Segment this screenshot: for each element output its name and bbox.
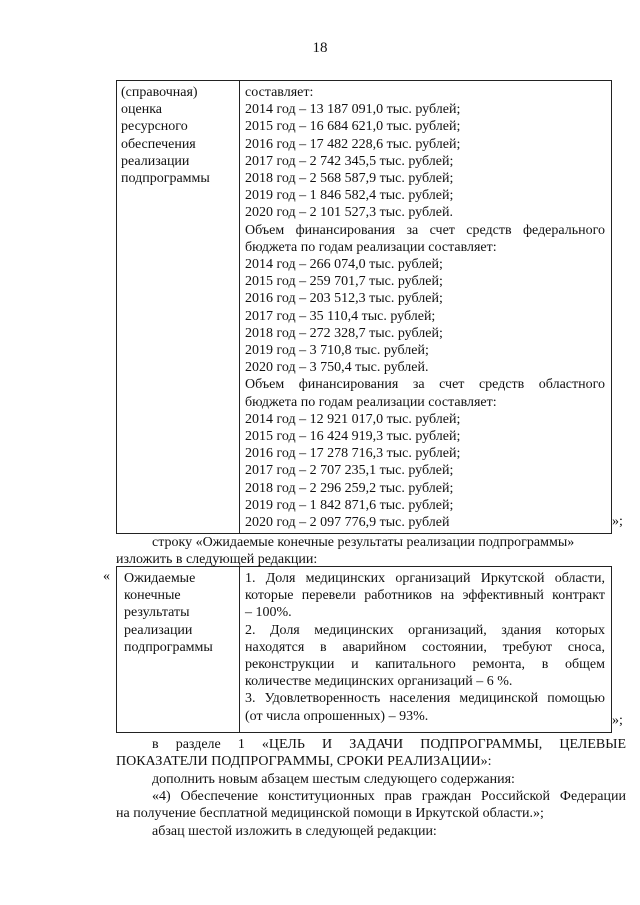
value-line: находятся в аварийном состоянии, требуют сноса, — [245, 639, 605, 655]
label-line: обеспечения — [121, 136, 196, 152]
value-line: бюджета по годам реализации составляет: — [245, 239, 497, 255]
results-table-values — [245, 570, 605, 725]
resource-table-label-cell — [117, 81, 240, 533]
value-line: 2017 год – 35 110,4 тыс. рублей; — [245, 308, 436, 324]
paragraph-line: изложить в следующей редакции: — [116, 552, 318, 567]
paragraph-line: абзац шестой изложить в следующей редакции: — [152, 824, 437, 839]
value-line: 1. Доля медицинских организаций Иркутской области, — [245, 571, 605, 586]
label-line: ресурсного — [121, 119, 188, 135]
value-line: 2018 год – 272 328,7 тыс. рублей; — [245, 325, 443, 341]
value-line: 2019 год – 1 846 582,4 тыс. рублей; — [245, 188, 454, 204]
label-line: Ожидаемые — [124, 571, 196, 586]
value-line: 2019 год – 3 710,8 тыс. рублей; — [245, 343, 429, 359]
resource-table — [116, 80, 612, 534]
paragraph-line: на получение бесплатной медицинской помощи в Иркутской области.»; — [116, 806, 544, 821]
value-line: – 100%. — [245, 605, 292, 621]
table1-closing-quote: »; — [612, 514, 623, 529]
value-line: бюджета по годам реализации составляет: — [245, 394, 497, 410]
page-number: 18 — [312, 40, 328, 56]
paragraph-line: в разделе 1 «ЦЕЛЬ И ЗАДАЧИ ПОДПРОГРАММЫ, ЦЕЛЕВЫЕ — [152, 737, 626, 752]
value-line: количестве медицинских организаций – 6 %. — [245, 674, 513, 690]
value-line: Объем финансирования за счет средств федерального — [245, 222, 605, 238]
paragraph-line: «4) Обеспечение конституционных прав граждан Российской Федерации — [152, 789, 626, 804]
label-line: подпрограммы — [124, 639, 213, 655]
value-line: 2016 год – 17 482 228,6 тыс. рублей; — [245, 136, 461, 152]
results-table-value-cell — [240, 567, 611, 732]
label-line: оценка — [121, 102, 163, 118]
value-line: которые перевели работников на эффективный контракт — [245, 588, 605, 604]
results-table-label — [124, 570, 213, 656]
value-line: 3. Удовлетворенность населения медицинской помощью — [245, 691, 605, 707]
value-line: 2014 год – 12 921 017,0 тыс. рублей; — [245, 411, 461, 427]
value-line: 2015 год – 259 701,7 тыс. рублей; — [245, 274, 443, 290]
value-line: 2018 год – 2 296 259,2 тыс. рублей; — [245, 480, 454, 496]
value-line: Объем финансирования за счет средств областного — [245, 377, 605, 393]
results-table — [116, 566, 612, 733]
paragraph-line: строку «Ожидаемые конечные результаты реализации подпрограммы» — [152, 535, 575, 550]
value-line: 2014 год – 266 074,0 тыс. рублей; — [245, 257, 443, 273]
resource-table-value-cell — [240, 81, 611, 533]
label-line: результаты — [124, 605, 190, 621]
value-line: 2017 год – 2 742 345,5 тыс. рублей; — [245, 153, 454, 169]
label-line: подпрограммы — [121, 171, 210, 187]
value-line: 2016 год – 203 512,3 тыс. рублей; — [245, 291, 443, 307]
value-line: 2019 год – 1 842 871,6 тыс. рублей; — [245, 497, 454, 513]
value-line: 2014 год – 13 187 091,0 тыс. рублей; — [245, 102, 461, 118]
label-line: реализации — [121, 153, 190, 169]
resource-table-values — [245, 84, 605, 531]
table2-closing-quote: »; — [612, 713, 623, 728]
value-line: составляет: — [245, 85, 314, 100]
value-line: (от числа опрошенных) – 93%. — [245, 708, 429, 724]
value-line: 2018 год – 2 568 587,9 тыс. рублей; — [245, 171, 454, 187]
value-line: 2017 год – 2 707 235,1 тыс. рублей; — [245, 463, 454, 479]
results-table-label-cell — [117, 567, 240, 732]
paragraph-line: дополнить новым абзацем шестым следующего содержания: — [152, 772, 515, 787]
value-line: 2020 год – 2 101 527,3 тыс. рублей. — [245, 205, 453, 221]
value-line: реконструкции и капитального ремонта, в общем — [245, 657, 605, 673]
resource-table-label — [121, 84, 210, 187]
value-line: 2015 год – 16 424 919,3 тыс. рублей; — [245, 429, 461, 445]
label-line: (справочная) — [121, 85, 198, 100]
value-line: 2016 год – 17 278 716,3 тыс. рублей; — [245, 446, 461, 462]
value-line: 2020 год – 2 097 776,9 тыс. рублей — [245, 515, 450, 531]
value-line: 2020 год – 3 750,4 тыс. рублей. — [245, 360, 429, 376]
value-line: 2. Доля медицинских организаций, здания которых — [245, 622, 605, 638]
paragraph-line: ПОКАЗАТЕЛИ ПОДПРОГРАММЫ, СРОКИ РЕАЛИЗАЦИИ»: — [116, 754, 492, 769]
label-line: конечные — [124, 588, 181, 604]
label-line: реализации — [124, 622, 193, 638]
value-line: 2015 год – 16 684 621,0 тыс. рублей; — [245, 119, 461, 135]
table2-open-quote: « — [103, 569, 110, 584]
